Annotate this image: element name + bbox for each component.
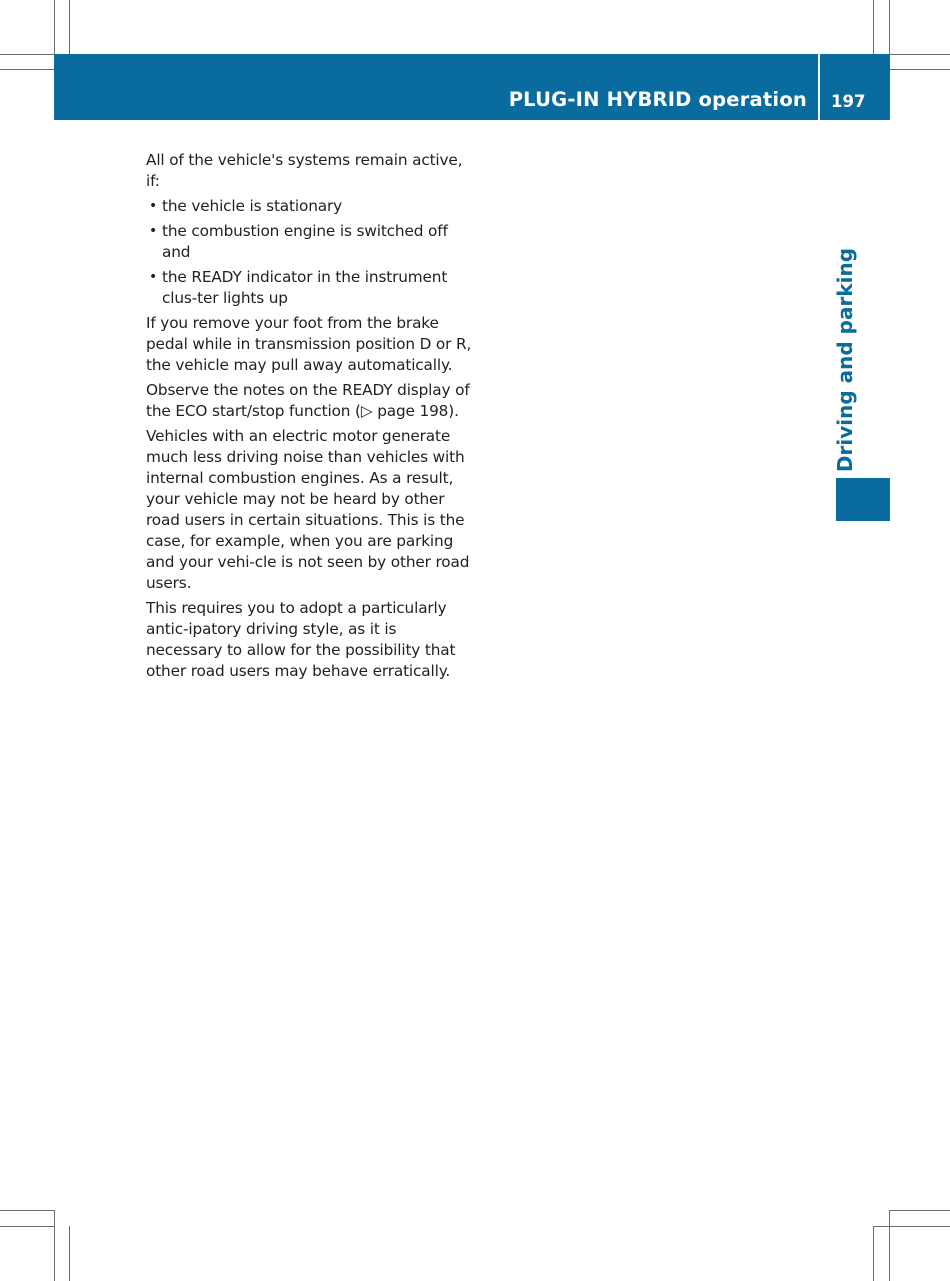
crop-mark [873, 1226, 874, 1281]
crop-mark [890, 1210, 950, 1211]
crop-mark [0, 54, 54, 55]
intro-paragraph: All of the vehicle's systems remain active, if: [146, 151, 463, 190]
chapter-tab-label: Driving and parking [833, 247, 857, 473]
crop-mark [54, 1210, 55, 1281]
crop-mark [873, 0, 874, 54]
list-item: • the vehicle is stationary [146, 196, 476, 217]
crop-mark [874, 1226, 950, 1227]
condition-list [146, 196, 476, 309]
list-item: • the combustion engine is switched off and [146, 221, 476, 263]
paragraph: If you remove your foot from the brake pedal while in transmission position D or R, the vehicle may pull away automatically. [146, 314, 472, 374]
header-divider [818, 54, 820, 120]
crop-mark [890, 69, 950, 70]
crop-mark [0, 69, 54, 70]
crop-mark [0, 1210, 54, 1211]
paragraph: This requires you to adopt a particularly antic-ipatory driving style, as it is necessary to allow for the possibility that other road users may behave erratically. [146, 599, 456, 680]
crop-mark [0, 1226, 54, 1227]
crop-mark [889, 1210, 890, 1281]
list-item: • the READY indicator in the instrument clus-ter lights up [146, 267, 476, 309]
chapter-tab-marker [836, 478, 890, 521]
crop-mark [69, 0, 70, 54]
body-text [146, 150, 476, 686]
paragraph-page-reference: Observe the notes on the READY display of the ECO start/stop function (▷ page 198). [146, 381, 470, 420]
page-number: 197 [831, 92, 866, 111]
section-title: PLUG-IN HYBRID operation [508, 88, 807, 111]
crop-mark [69, 1226, 70, 1281]
crop-mark [890, 54, 950, 55]
paragraph: Vehicles with an electric motor generate much less driving noise than vehicles with internal combustion engines. As a result, your vehicle may not be heard by other road users in certain situations. This is the case, for example, when you are parking and your vehi-cle is not seen by other road users. [146, 427, 470, 592]
